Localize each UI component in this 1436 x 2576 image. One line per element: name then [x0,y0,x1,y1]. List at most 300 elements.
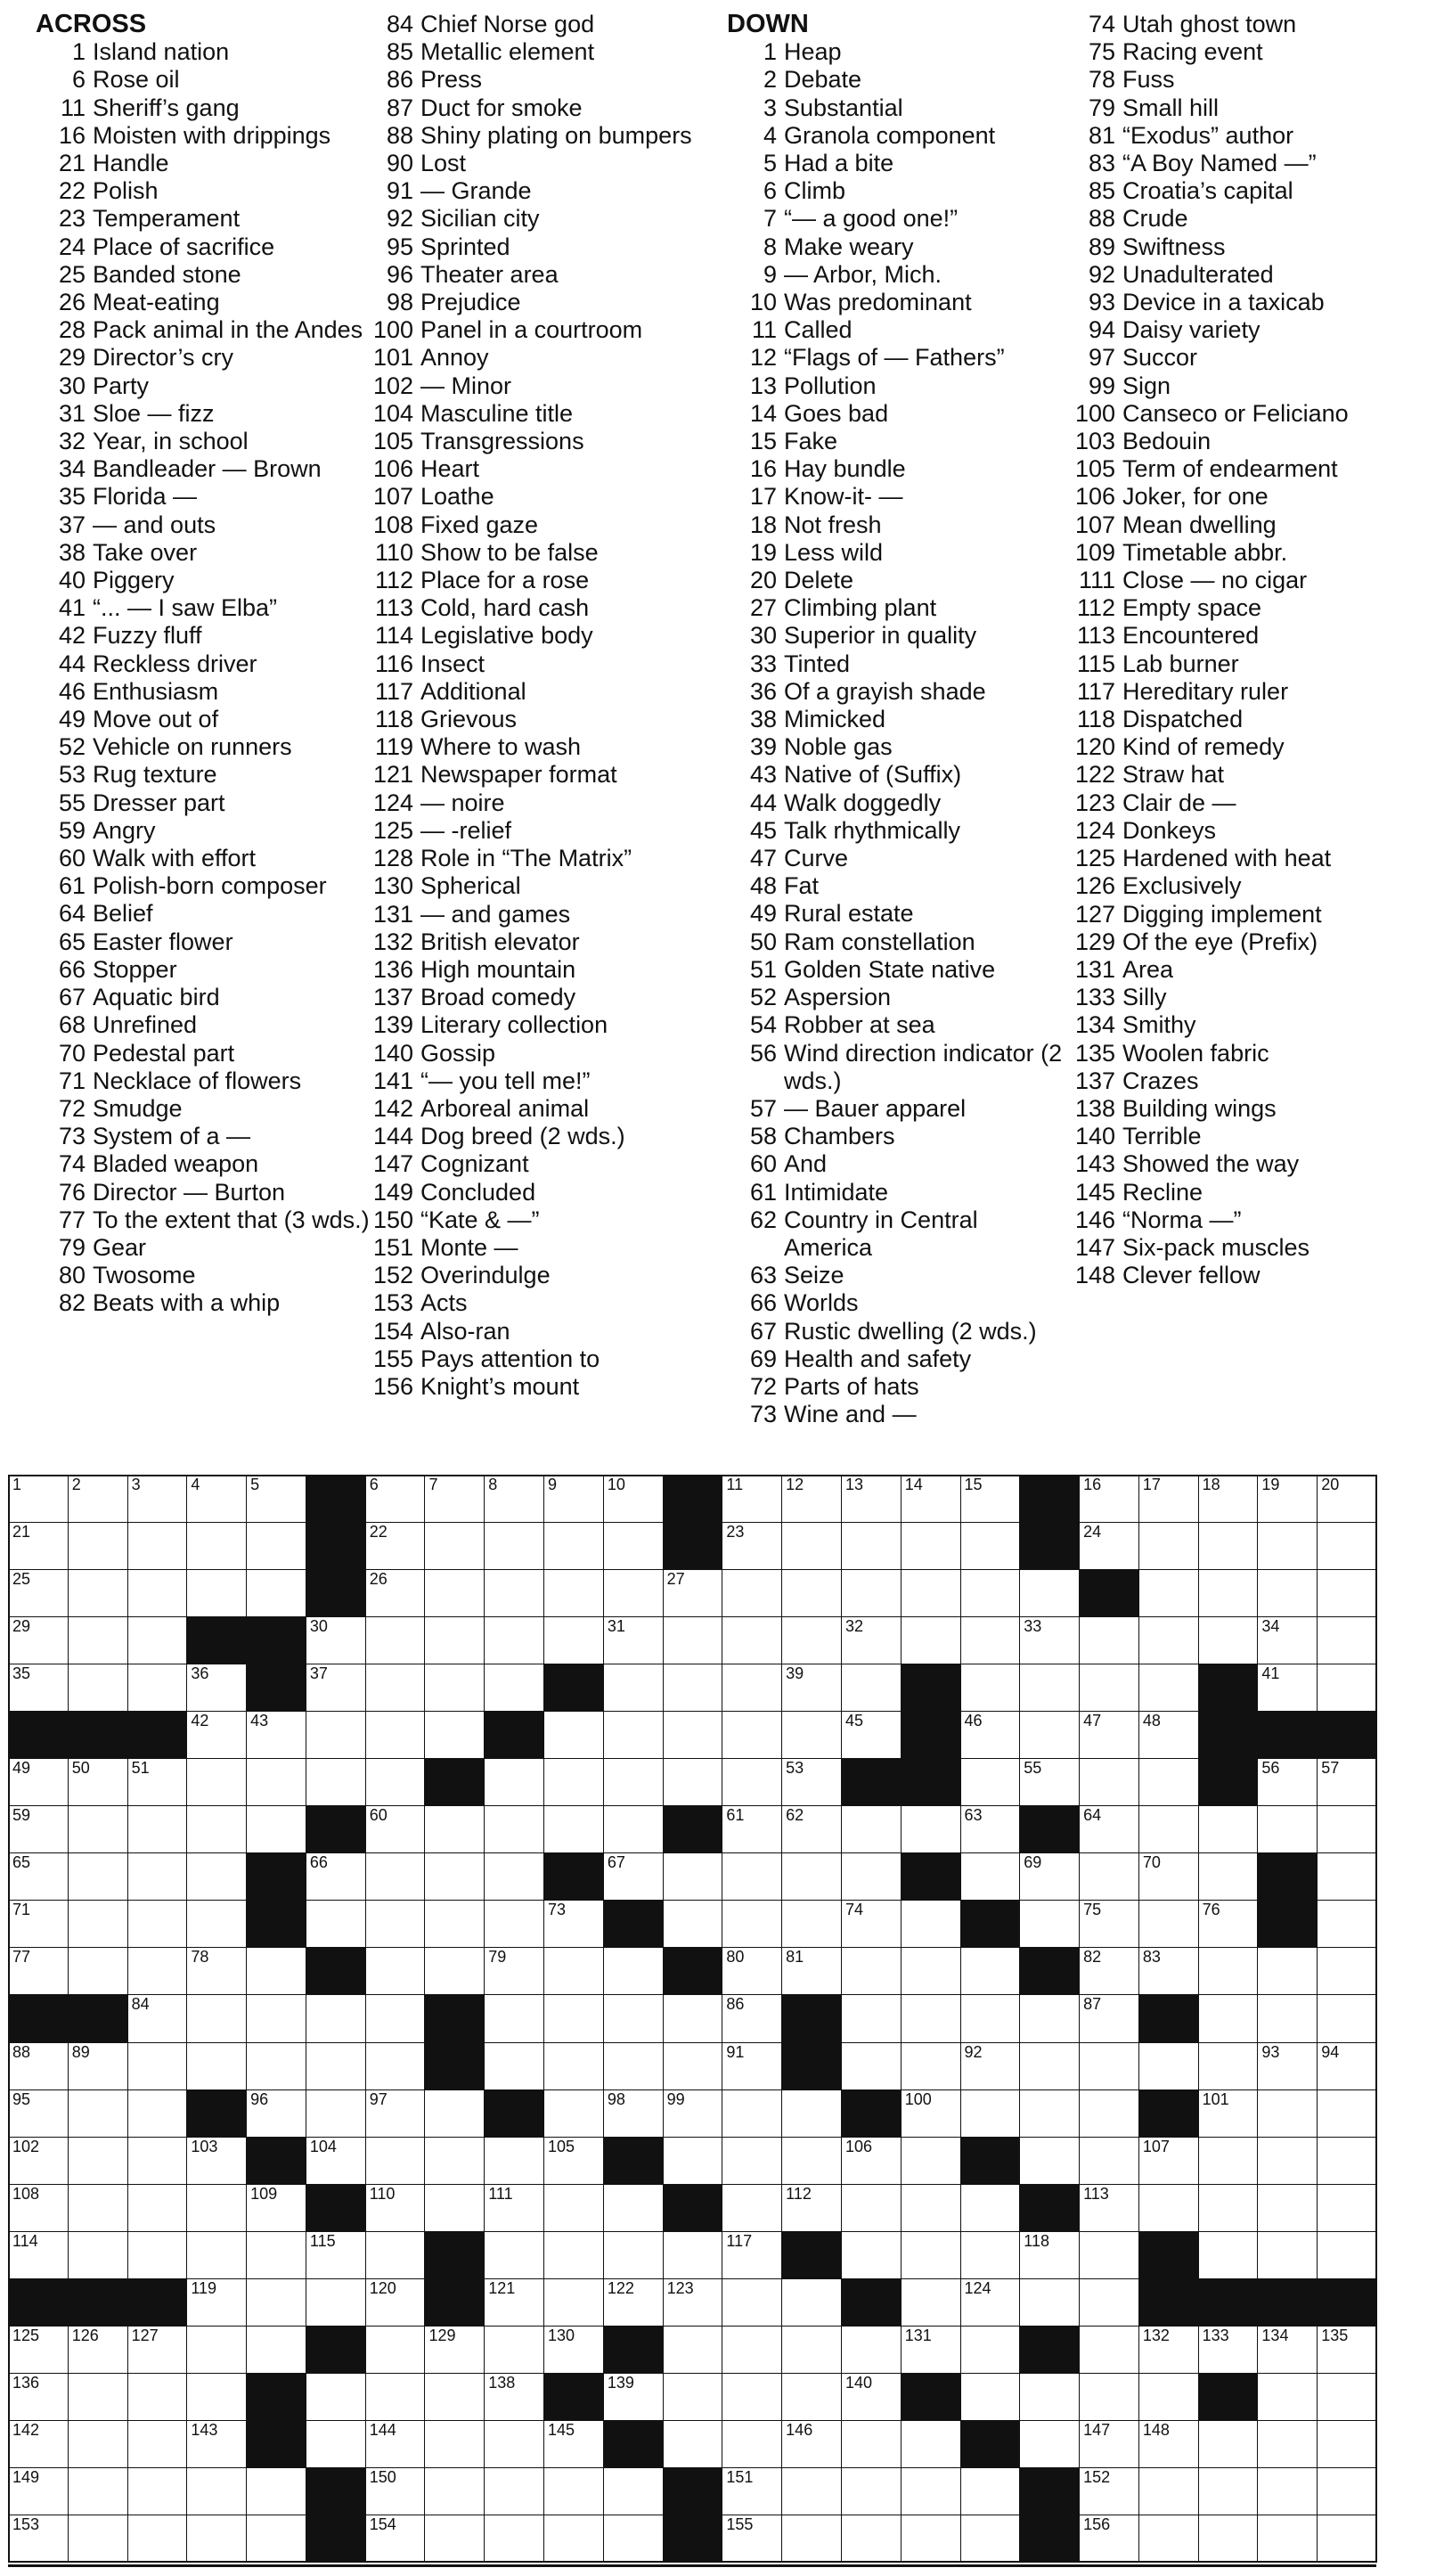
down-clue [727,400,1065,428]
down-clue [727,483,1065,511]
grid-cell-number: 134 [1261,2326,1289,2344]
across-clue [36,289,374,316]
across-clue-text: — noire [420,789,505,816]
grid-cell-number: 55 [1024,1759,1042,1778]
across-clue-text: Piggery [93,567,175,594]
across-clue [363,1179,702,1206]
across-clue-text: System of a — [93,1123,251,1150]
grid-cell-number: 1 [12,1476,22,1493]
across-clue [36,1123,374,1150]
across-clue-number: 95 [386,233,413,260]
down-clue-number: 2 [763,66,777,94]
down-clue [1065,789,1422,817]
across-clue-text: Stopper [93,955,177,983]
across-clue-number: 25 [58,260,86,288]
across-clue-number: 153 [372,1289,413,1317]
across-clue-number: 30 [58,372,86,399]
down-clue [727,872,1065,900]
across-clue-text: Temperament [93,205,241,233]
grid-cell-number: 138 [488,2373,516,2392]
down-column-2 [1065,11,1422,1289]
grid-cell-number: 11 [726,1476,744,1493]
across-clue-text: Vehicle on runners [93,733,292,761]
across-clue-number: 37 [58,511,86,538]
down-clue-text: Country in Central America [784,1206,978,1261]
across-clue-number: 107 [372,483,413,511]
down-clue-text: Walk doggedly [784,789,942,816]
down-clue-number: 4 [763,121,777,149]
down-column-1 [727,11,1065,1428]
across-clue-text: Panel in a courtroom [420,316,643,344]
down-clue-text: Heap [784,38,842,66]
down-clue-number: 62 [749,1206,777,1233]
across-clue-text: Sicilian city [420,205,540,233]
down-clue-text: Sign [1122,372,1171,399]
down-clue-number: 120 [1074,733,1115,761]
down-clue-number: 113 [1076,622,1115,650]
grid-cell-number: 142 [12,2420,40,2439]
down-clue-number: 89 [1088,233,1115,260]
down-clue-text: Superior in quality [784,622,977,650]
grid-cell-number: 146 [786,2420,813,2439]
down-clue [727,622,1065,650]
down-clue-text: Of the eye (Prefix) [1122,928,1318,955]
down-clue-number: 1 [763,38,777,66]
down-clue-number: 118 [1076,706,1115,733]
down-clue-number: 50 [749,928,777,955]
down-clue [727,789,1065,817]
down-clue-number: 16 [749,455,777,483]
grid-cell-number: 76 [1202,1901,1220,1919]
down-clue-number: 52 [749,984,777,1011]
across-clue-number: 35 [58,483,86,511]
down-clue [1065,1234,1422,1262]
across-clue-number: 34 [58,455,86,483]
across-clue-text: Newspaper format [420,761,617,789]
down-clue-number: 19 [749,538,777,566]
across-clue [363,428,702,455]
across-clue-number: 59 [58,816,86,844]
down-clue-text: Area [1122,955,1174,983]
across-clue-text: Take over [93,538,198,566]
across-clue-text: Unrefined [93,1011,198,1039]
across-clue-text: Sloe — fizz [93,399,215,427]
down-clue [727,1123,1065,1150]
across-clue [36,1206,374,1234]
down-clue-text: Curve [784,845,849,872]
grid-cell-number: 101 [1202,2089,1229,2108]
grid-cell-number: 30 [309,1617,328,1636]
grid-cell-number: 12 [786,1476,804,1493]
down-clue [1065,177,1422,205]
down-clue [1065,1262,1422,1289]
across-clue-number: 124 [372,789,413,816]
grid-border [8,1475,1377,2563]
grid-cell-number: 144 [369,2420,396,2439]
down-clue-number: 15 [749,428,777,455]
down-clue [727,1262,1065,1289]
across-clue-text: “— you tell me!” [420,1067,591,1094]
down-clue [727,511,1065,539]
across-clue [363,483,702,511]
grid-cell-number: 16 [1083,1476,1102,1493]
down-clue-text: Donkeys [1122,816,1217,844]
across-clue-text: Necklace of flowers [93,1067,302,1094]
down-clue-text: Seize [784,1262,844,1289]
down-clue-text: Goes bad [784,399,889,427]
across-clue-number: 114 [374,622,413,650]
across-clue-number: 152 [372,1262,413,1289]
down-clue-text: Unadulterated [1122,260,1274,288]
down-clue-text: And [784,1150,828,1178]
down-clue-text: Digging implement [1122,900,1322,928]
grid-cell-number: 120 [369,2278,396,2297]
down-clue-text: Lab burner [1122,650,1239,677]
across-clue [36,1040,374,1067]
across-clue-text: — Minor [420,372,512,399]
across-clue [363,1318,702,1345]
across-clue-text: Pack animal in the Andes [93,316,363,344]
across-clue-text: Moisten with drippings [93,121,331,149]
across-clue-number: 86 [386,66,413,94]
down-clue-number: 99 [1088,372,1115,399]
grid-cell-number: 145 [548,2420,575,2439]
down-clue-text: Small hill [1122,94,1220,121]
across-clue [36,872,374,900]
grid-cell-number: 77 [12,1948,31,1967]
across-clue [363,956,702,984]
down-clue-text: Granola component [784,121,996,149]
grid-cell-number: 153 [12,2515,40,2533]
grid-cell-number: 57 [1321,1759,1340,1778]
across-clue-text: British elevator [420,928,580,955]
across-clue [36,789,374,817]
grid-cell-number: 15 [964,1476,983,1493]
across-clue-number: 142 [372,1094,413,1122]
down-clue-number: 13 [749,372,777,399]
grid-cell-number: 3 [131,1476,141,1493]
grid-cell-number: 26 [369,1570,388,1589]
down-clue [1065,122,1422,150]
grid-cell-number: 2 [71,1476,81,1493]
across-clue [36,1150,374,1178]
grid-cell-number: 112 [786,2184,812,2203]
across-clue [363,1011,702,1039]
down-clue [727,761,1065,789]
grid-cell-number: 19 [1261,1476,1280,1493]
down-clue-text: Close — no cigar [1122,567,1308,594]
down-clue [1065,372,1422,400]
down-clue-text: Noble gas [784,733,893,761]
down-clue-number: 75 [1088,38,1115,66]
down-clue-text: Kind of remedy [1122,733,1285,761]
across-clue-text: Place of sacrifice [93,233,275,260]
across-clue-number: 141 [372,1067,413,1094]
grid-cell-number: 100 [904,2089,932,2108]
grid-cell-number: 22 [369,1523,388,1542]
down-clue-number: 43 [749,761,777,789]
down-clue [727,845,1065,872]
down-clue [727,1289,1065,1317]
down-clue-text: “A Boy Named —” [1122,150,1317,177]
across-clue-number: 96 [386,260,413,288]
down-clue [1065,1067,1422,1095]
across-clue-number: 140 [372,1039,413,1067]
grid-cell-number: 139 [607,2373,634,2392]
grid-cell-number: 143 [191,2420,218,2439]
down-clue [1065,650,1422,678]
down-clue-text: Clever fellow [1122,1262,1261,1289]
down-clue-number: 93 [1088,289,1115,316]
down-clue-text: Health and safety [784,1345,972,1372]
across-clue-text: Fuzzy fluff [93,622,202,650]
down-clue-text: Debate [784,66,862,94]
down-clue [1065,678,1422,706]
across-clue [36,372,374,400]
across-clue-number: 67 [58,984,86,1011]
down-clue [1065,928,1422,956]
down-clue [727,1011,1065,1039]
across-clue [36,38,374,66]
down-clue-number: 147 [1074,1233,1115,1261]
across-clue-number: 92 [386,205,413,233]
down-clue-number: 30 [749,622,777,650]
down-clue-number: 85 [1088,177,1115,205]
across-clue-text: Where to wash [420,733,582,761]
down-clue-number: 6 [763,177,777,205]
across-clue-text: Overindulge [420,1262,551,1289]
across-clue-text: Sheriff’s gang [93,94,240,121]
grid-cell-number: 32 [844,1617,863,1636]
across-clue-number: 88 [386,121,413,149]
across-clue-number: 108 [372,511,413,538]
down-clue-text: Of a grayish shade [784,677,986,705]
across-clue-text: Pays attention to [420,1345,600,1372]
down-clue-number: 63 [749,1262,777,1289]
down-clue-number: 129 [1074,928,1115,955]
down-clue-number: 107 [1074,511,1115,538]
across-clue [363,344,702,372]
across-clue-number: 32 [58,428,86,455]
across-clue [363,706,702,733]
across-clue-number: 46 [58,677,86,705]
crossword-grid [8,1475,1376,2562]
down-clue [1065,94,1422,122]
across-clue-text: Grievous [420,706,518,733]
across-clue-number: 100 [372,316,413,344]
grid-cell-number: 131 [904,2326,932,2344]
across-clue-text: Press [420,66,483,94]
down-clue-text: Exclusively [1122,872,1242,900]
across-clue-number: 41 [58,594,86,622]
down-clue-number: 131 [1074,955,1115,983]
down-clue-text: Rustic dwelling (2 wds.) [784,1317,1037,1345]
across-clue [36,706,374,733]
grid-cell-number: 94 [1321,2042,1340,2061]
grid-cell-number: 37 [309,1664,328,1683]
grid-cell-number: 156 [1083,2515,1111,2533]
down-clue-text: Smithy [1122,1011,1196,1039]
across-clue-number: 149 [372,1178,413,1206]
down-clue [727,984,1065,1011]
across-clue [36,928,374,956]
grid-cell-number: 154 [369,2515,396,2533]
down-clue-text: “— a good one!” [784,205,959,233]
down-clue [1065,233,1422,261]
across-clue [363,622,702,650]
down-clue-number: 88 [1088,205,1115,233]
down-clue-number: 123 [1074,789,1115,816]
down-clue-number: 127 [1074,900,1115,928]
down-clue-number: 54 [749,1011,777,1039]
across-clue [36,1011,374,1039]
across-clue-number: 98 [386,289,413,316]
down-clue-text: Bedouin [1122,428,1212,455]
down-clue-text: Intimidate [784,1178,889,1206]
grid-cell-number: 150 [369,2467,396,2486]
across-clue-text: Transgressions [420,428,584,455]
down-clue-text: Aspersion [784,984,892,1011]
down-clue [1065,733,1422,761]
across-clue [363,761,702,789]
across-clue-text: Heart [420,455,480,483]
down-clue [727,38,1065,66]
down-heading: DOWN [727,10,809,38]
grid-cell-number: 132 [1142,2326,1170,2344]
across-clue-text: Arboreal animal [420,1094,590,1122]
across-clue-number: 42 [58,622,86,650]
down-clue-text: Wind direction indicator (2 wds.) [784,1039,1063,1094]
down-clue-number: 117 [1076,677,1115,705]
across-clue-text: “Kate & —” [420,1206,540,1233]
across-clue-text: Lost [420,150,467,177]
down-clue-number: 111 [1078,567,1115,594]
across-heading: ACROSS [36,10,147,38]
grid-cell-number: 66 [309,1853,328,1872]
down-clue-number: 17 [749,483,777,511]
across-clue [36,733,374,761]
down-clue [727,1373,1065,1401]
down-clue [1065,984,1422,1011]
across-clue-text: Cold, hard cash [420,594,590,622]
grid-cell-number: 136 [12,2373,40,2392]
down-clue [1065,289,1422,316]
across-clue [363,11,702,38]
across-clue-number: 87 [386,94,413,121]
down-clue-number: 103 [1074,428,1115,455]
across-clue-number: 31 [58,399,86,427]
down-clue-number: 66 [749,1289,777,1317]
across-clue [36,678,374,706]
down-clue [727,706,1065,733]
down-clue-number: 49 [749,900,777,928]
across-clue-text: Rose oil [93,66,180,94]
across-clue [36,511,374,539]
grid-cell-number: 103 [191,2137,218,2155]
down-clue [727,594,1065,622]
down-clue-text: Hereditary ruler [1122,677,1289,705]
down-clue-number: 69 [749,1345,777,1372]
across-clue [36,233,374,261]
down-clue-number: 146 [1074,1206,1115,1233]
across-clue [36,122,374,150]
down-clue [1065,205,1422,233]
across-clue [36,956,374,984]
down-clue-number: 5 [763,150,777,176]
across-clue [363,1289,702,1317]
across-clue [363,94,702,122]
across-clue [363,122,702,150]
grid-cell-number: 69 [1024,1853,1042,1872]
grid-cell-number: 18 [1202,1476,1220,1493]
down-clue [727,372,1065,400]
grid-cell-number: 97 [369,2089,388,2108]
down-clue [727,1345,1065,1373]
down-clue-text: Racing event [1122,38,1263,66]
grid-cell-number: 36 [191,1664,209,1683]
across-clue-number: 110 [374,538,413,566]
across-clue-text: Masculine title [420,399,574,427]
down-clue [727,150,1065,177]
across-clue-number: 112 [374,567,413,594]
grid-cell-number: 89 [71,2042,90,2061]
across-clue [36,205,374,233]
down-clue-text: Building wings [1122,1094,1277,1122]
across-clue-text: — -relief [420,816,512,844]
grid-cell-number: 107 [1142,2137,1170,2155]
across-clue-number: 121 [372,761,413,789]
across-clue-text: Acts [420,1289,468,1317]
across-clue [363,567,702,594]
grid-cell-number: 45 [844,1712,863,1730]
down-clue-number: 122 [1074,761,1115,789]
grid-cell-number: 130 [548,2326,575,2344]
grid-cell-number: 102 [12,2137,40,2155]
down-clue [1065,622,1422,650]
grid-cell-number: 20 [1321,1476,1340,1493]
across-clue-text: Cognizant [420,1150,529,1178]
across-clue-number: 90 [386,150,413,177]
across-clue-text: Place for a rose [420,567,590,594]
down-clue-number: 10 [749,289,777,316]
grid-cell-number: 8 [488,1476,498,1493]
across-clue-number: 73 [58,1123,86,1150]
across-clue [363,1373,702,1401]
grid-cell-number: 61 [726,1806,745,1825]
down-clue-number: 9 [763,260,777,288]
down-clue-number: 3 [763,94,777,121]
across-clue-number: 117 [374,677,413,705]
across-clue [363,261,702,289]
down-clue-text: Terrible [1122,1123,1202,1150]
across-clue [363,1067,702,1095]
across-clue-number: 49 [58,706,86,733]
across-clue-number: 101 [372,344,413,372]
across-clue [36,845,374,872]
down-clue-text: — Arbor, Mich. [784,260,942,288]
grid-cell-number: 86 [726,1995,745,2014]
across-clue [36,177,374,205]
across-clue-text: Role in “The Matrix” [420,845,632,872]
grid-cell-number: 42 [191,1712,209,1730]
down-clue-text: Talk rhythmically [784,816,961,844]
down-clue-number: 67 [749,1317,777,1345]
down-clue-text: “Exodus” author [1122,121,1294,149]
grid-cell-number: 6 [369,1476,379,1493]
down-clue-text: Empty space [1122,594,1262,622]
down-clue-number: 60 [749,1150,777,1178]
across-clue [363,177,702,205]
